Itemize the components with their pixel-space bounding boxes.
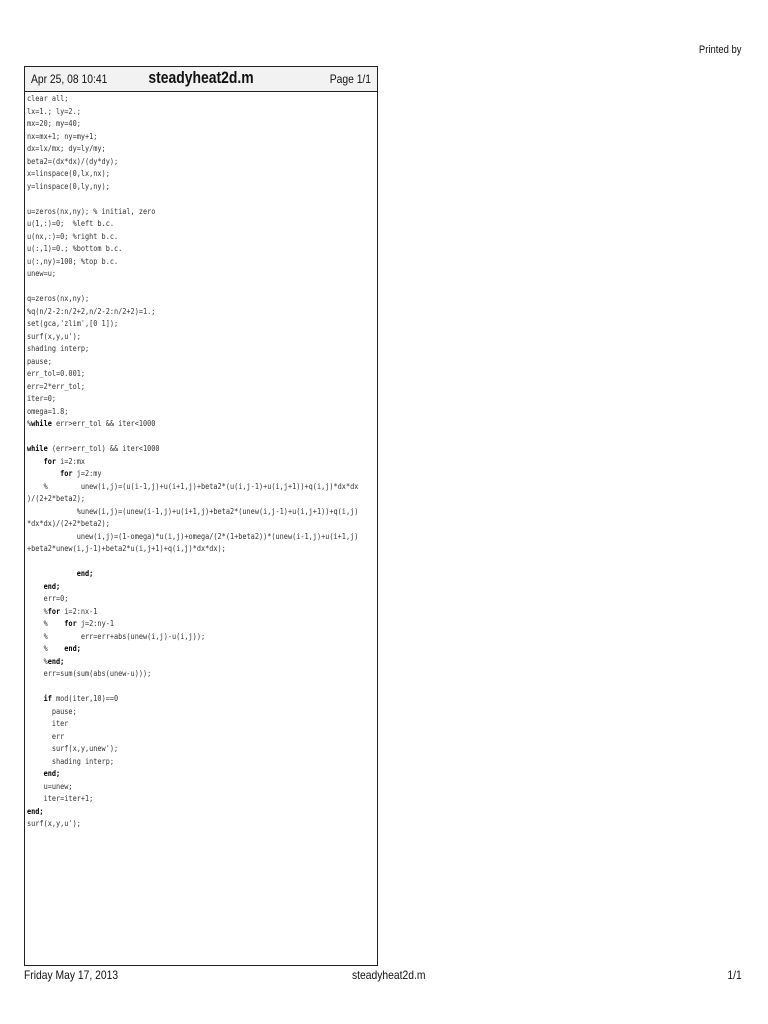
code-text: clear all;: [27, 94, 69, 103]
code-line: [27, 556, 328, 569]
code-text: +beta2*unew(i,j-1)+beta2*u(i,j+1)+q(i,j)*dx*dx);: [27, 544, 226, 553]
code-text: beta2=(dx*dx)/(dy*dy);: [27, 156, 119, 166]
code-text: err=0;: [27, 594, 69, 603]
code-text: [27, 457, 44, 466]
code-keyword: while: [31, 419, 52, 428]
code-text: err>err_tol && iter<1000: [51, 419, 156, 428]
listing-header: [25, 67, 377, 92]
code-line: [27, 406, 328, 419]
code-keyword: end;: [76, 569, 94, 578]
code-line: [27, 693, 328, 706]
code-line: [27, 656, 328, 669]
code-line: [27, 581, 328, 594]
code-line: [27, 618, 328, 631]
code-text: u(:,1)=0.; %bottom b.c.: [27, 244, 123, 253]
code-text: shading interp;: [27, 756, 114, 766]
code-text: iter=iter+1;: [27, 794, 94, 803]
code-text: [27, 694, 44, 703]
code-text: surf(x,y,unew');: [27, 744, 119, 753]
code-keyword: end;: [47, 656, 65, 666]
code-text: [27, 569, 77, 578]
code-text: iter: [27, 719, 69, 728]
code-line: [27, 443, 328, 456]
code-line: [27, 131, 328, 144]
code-keyword: if: [43, 694, 52, 703]
code-line: [27, 281, 328, 294]
code-line: [27, 718, 328, 731]
code-text: err_tol=0.001;: [27, 369, 85, 378]
file-title: steadyheat2d.m: [148, 68, 254, 87]
code-line: [27, 206, 328, 219]
code-text: x=linspace(0,lx,nx);: [27, 169, 110, 178]
code-line: [27, 468, 328, 481]
code-text: q=zeros(nx,ny);: [27, 294, 90, 303]
code-text: unew=u;: [27, 269, 56, 278]
code-text: i=2:nx-1: [60, 606, 98, 616]
code-text: u=zeros(nx,ny); % initial, zero: [27, 206, 156, 216]
code-text: i=2:mx: [55, 456, 85, 466]
code-line: [27, 756, 328, 769]
code-line: [27, 256, 328, 269]
code-keyword: end;: [43, 581, 61, 591]
footer-page: 1/1: [727, 968, 742, 982]
code-text: %q(n/2-2:n/2+2,n/2-2:n/2+2)=1.;: [27, 306, 156, 316]
code-text: u=unew;: [27, 781, 73, 791]
code-text: omega=1.8;: [27, 406, 69, 416]
code-line: [27, 168, 328, 181]
code-text: [27, 469, 60, 478]
code-text: dx=lx/mx; dy=ly/my;: [27, 144, 106, 153]
code-text: %: [27, 419, 32, 428]
code-text: *dx*dx)/(2+2*beta2);: [27, 519, 110, 528]
code-text: mx=20; my=40;: [27, 119, 81, 128]
header-date: Apr 25, 08 10:41: [31, 72, 108, 86]
code-line: [27, 268, 328, 281]
code-line: [27, 118, 328, 131]
code-text: surf(x,y,u');: [27, 819, 81, 828]
code-line: [27, 156, 328, 169]
code-line: [27, 481, 359, 494]
code-line: [27, 818, 328, 831]
code-text: pause;: [27, 356, 52, 366]
code-text: [27, 769, 44, 778]
code-line: [27, 568, 328, 581]
code-line: [27, 293, 328, 306]
code-text: j=2:my: [72, 469, 102, 478]
code-text: %: [27, 619, 65, 628]
code-line: [27, 93, 328, 106]
code-keyword: for: [64, 619, 77, 628]
code-line: [27, 793, 328, 806]
code-line: [27, 218, 328, 231]
code-text: u(1,:)=0; %left b.c.: [27, 219, 114, 228]
code-text: u(nx,:)=0; %right b.c.: [27, 231, 119, 241]
code-line: [27, 418, 328, 431]
code-text: % err=err+abs(unew(i,j)-u(i,j));: [27, 631, 206, 641]
code-listing-page: [24, 66, 378, 966]
code-line: [27, 768, 328, 781]
code-text: surf(x,y,u');: [27, 331, 81, 341]
printed-by-label: Printed by: [699, 44, 742, 56]
code-text: iter=0;: [27, 394, 56, 403]
code-line: [27, 231, 328, 244]
code-text: shading interp;: [27, 344, 90, 353]
code-keyword: for: [60, 469, 73, 478]
code-text: %unew(i,j)=(unew(i-1,j)+u(i+1,j)+beta2*(unew(i,j-1)+u(i,j+1))+q(i,j): [27, 506, 359, 516]
code-line: [27, 731, 328, 744]
code-line: [27, 368, 328, 381]
code-line: [27, 243, 328, 256]
code-text: y=linspace(0,ly,ny);: [27, 181, 110, 191]
code-keyword: end;: [43, 769, 61, 778]
code-line: [27, 543, 328, 556]
code-line: [27, 743, 328, 756]
code-line: [27, 393, 328, 406]
code-text: err=sum(sum(abs(unew-u)));: [27, 669, 152, 678]
source-code-block: [27, 93, 377, 965]
code-line: [27, 531, 359, 544]
code-text: %: [27, 606, 48, 616]
code-line: [27, 706, 328, 719]
code-line: [27, 343, 328, 356]
code-line: [27, 181, 328, 194]
code-line: [27, 381, 328, 394]
code-line: [27, 593, 328, 606]
code-text: err=2*err_tol;: [27, 381, 85, 391]
code-text: %: [27, 644, 65, 653]
code-text: u(:,ny)=100; %top b.c.: [27, 256, 119, 266]
code-text: j=2:ny-1: [76, 619, 115, 628]
code-text: )/(2+2*beta2);: [27, 494, 85, 503]
code-line: [27, 306, 328, 319]
code-text: (err>err_tol) && iter<1000: [47, 444, 160, 453]
code-line: [27, 781, 328, 794]
code-text: set(gca,'zlim',[0 1]);: [27, 319, 119, 328]
code-line: [27, 331, 328, 344]
code-text: nx=mx+1; ny=my+1;: [27, 131, 98, 141]
code-line: [27, 606, 328, 619]
code-line: [27, 681, 328, 694]
code-line: [27, 193, 328, 206]
code-text: %: [27, 656, 48, 666]
code-text: err: [27, 731, 65, 741]
code-line: [27, 506, 359, 519]
code-line: [27, 493, 328, 506]
code-text: mod(iter,10)==0: [51, 694, 119, 703]
code-line: [27, 668, 328, 681]
code-text: % unew(i,j)=(u(i-1,j)+u(i+1,j)+beta2*(u(i,j-1)+u(i,j+1))+q(i,j)*dx*dx: [27, 481, 359, 491]
footer-date: Friday May 17, 2013: [24, 968, 119, 982]
code-text: [27, 582, 44, 591]
code-line: [27, 806, 328, 819]
code-keyword: end;: [64, 644, 81, 653]
code-keyword: for: [47, 606, 61, 616]
code-line: [27, 456, 328, 469]
code-line: [27, 356, 328, 369]
page-number: Page 1/1: [329, 72, 371, 86]
code-line: [27, 143, 328, 156]
code-line: [27, 106, 328, 119]
code-text: pause;: [27, 706, 77, 716]
code-line: [27, 518, 328, 531]
code-keyword: end;: [27, 806, 44, 816]
code-text: lx=1.; ly=2.;: [27, 106, 81, 116]
code-line: [27, 631, 328, 644]
code-line: [27, 643, 328, 656]
code-line: [27, 431, 328, 444]
footer-filename: steadyheat2d.m: [352, 968, 426, 982]
code-line: [27, 318, 328, 331]
code-keyword: for: [43, 456, 56, 466]
code-text: unew(i,j)=(1-omega)*u(i,j)+omega/(2*(1+beta2))*(unew(i-1,j)+u(i+1,j): [27, 531, 359, 541]
code-keyword: while: [27, 444, 48, 453]
